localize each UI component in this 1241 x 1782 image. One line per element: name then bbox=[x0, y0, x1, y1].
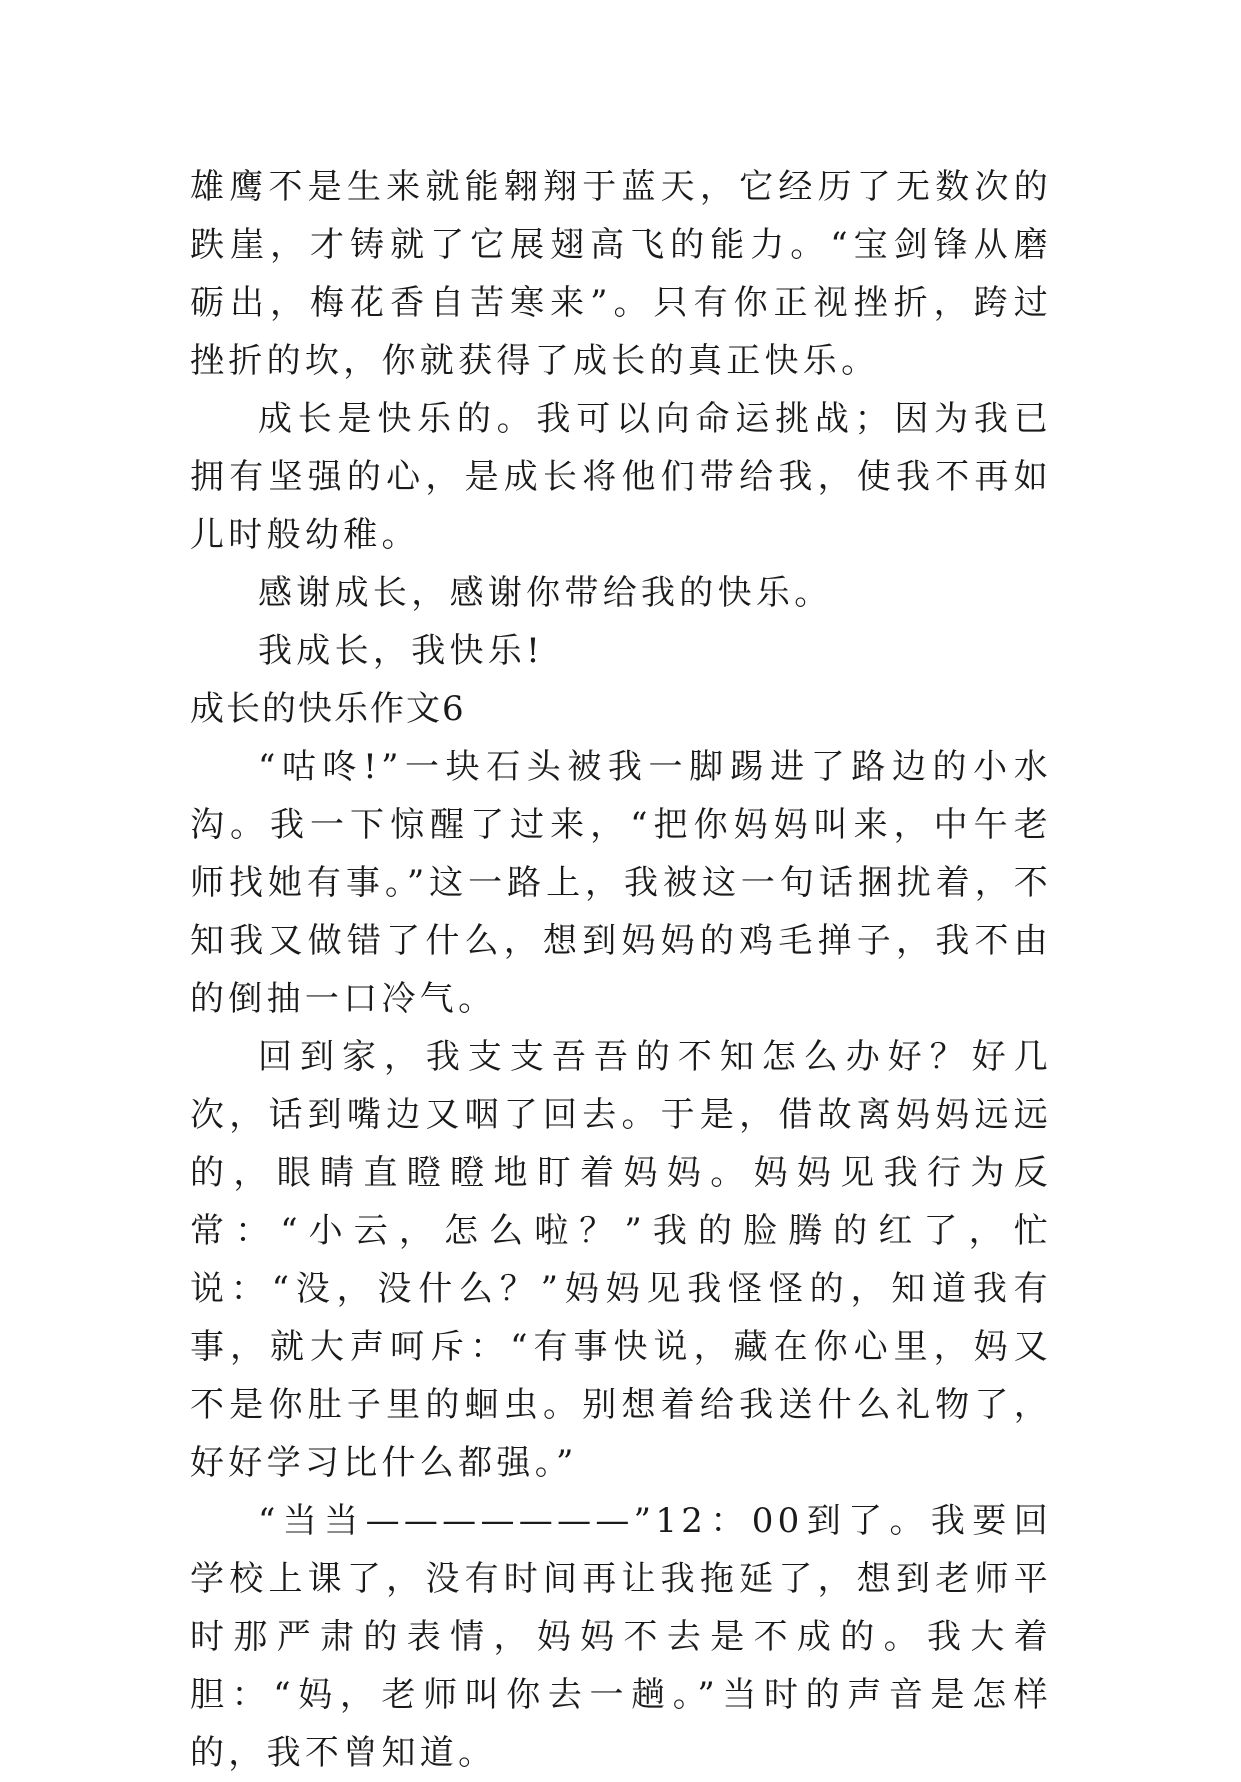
paragraph-home: 回到家，我支支吾吾的不知怎么办好？好几次，话到嘴边又咽了回去。于是，借故离妈妈远远的，眼睛直瞪瞪地盯着妈妈。妈妈见我行为反常：“小云，怎么啦？”我的脸腾的红了，忙说：“没，没什么？”妈妈见我怪怪的，知道我有事，就大声呵斥：“有事快说，藏在你心里，妈又不是你肚子里的蛔虫。别想着给我送什么礼物了，好好学习比什么都强。” bbox=[190, 1037, 1052, 1483]
paragraph-thanks: 感谢成长，感谢你带给我的快乐。 bbox=[258, 573, 833, 613]
paragraph-i-grow: 我成长，我快乐! bbox=[258, 631, 545, 671]
document-body bbox=[190, 158, 1052, 1782]
paragraph-stone: “咕咚!”一块石头被我一脚踢进了路边的小水沟。我一下惊醒了过来，“把你妈妈叫来，中午老师找她有事。”这一路上，我被这一句话捆扰着，不知我又做错了什么，想到妈妈的鸡毛掸子，我不由的倒抽一口冷气。 bbox=[190, 747, 1052, 1019]
paragraph-growth-happy: 成长是快乐的。我可以向命运挑战；因为我已拥有坚强的心，是成长将他们带给我，使我不再如儿时般幼稚。 bbox=[190, 399, 1052, 555]
paragraph-eagle: 雄鹰不是生来就能翱翔于蓝天，它经历了无数次的跌崖，才铸就了它展翅高飞的能力。“宝剑锋从磨砺出，梅花香自苦寒来”。只有你正视挫折，跨过挫折的坎，你就获得了成长的真正快乐。 bbox=[190, 167, 1052, 381]
section-title: 成长的快乐作文6 bbox=[190, 689, 466, 729]
paragraph-bell: “当当———————”12：00到了。我要回学校上课了，没有时间再让我拖延了，想到老师平时那严肃的表情，妈妈不去是不成的。我大着胆：“妈，老师叫你去一趟。”当时的声音是怎样的，我不曾知道。 bbox=[190, 1501, 1052, 1773]
